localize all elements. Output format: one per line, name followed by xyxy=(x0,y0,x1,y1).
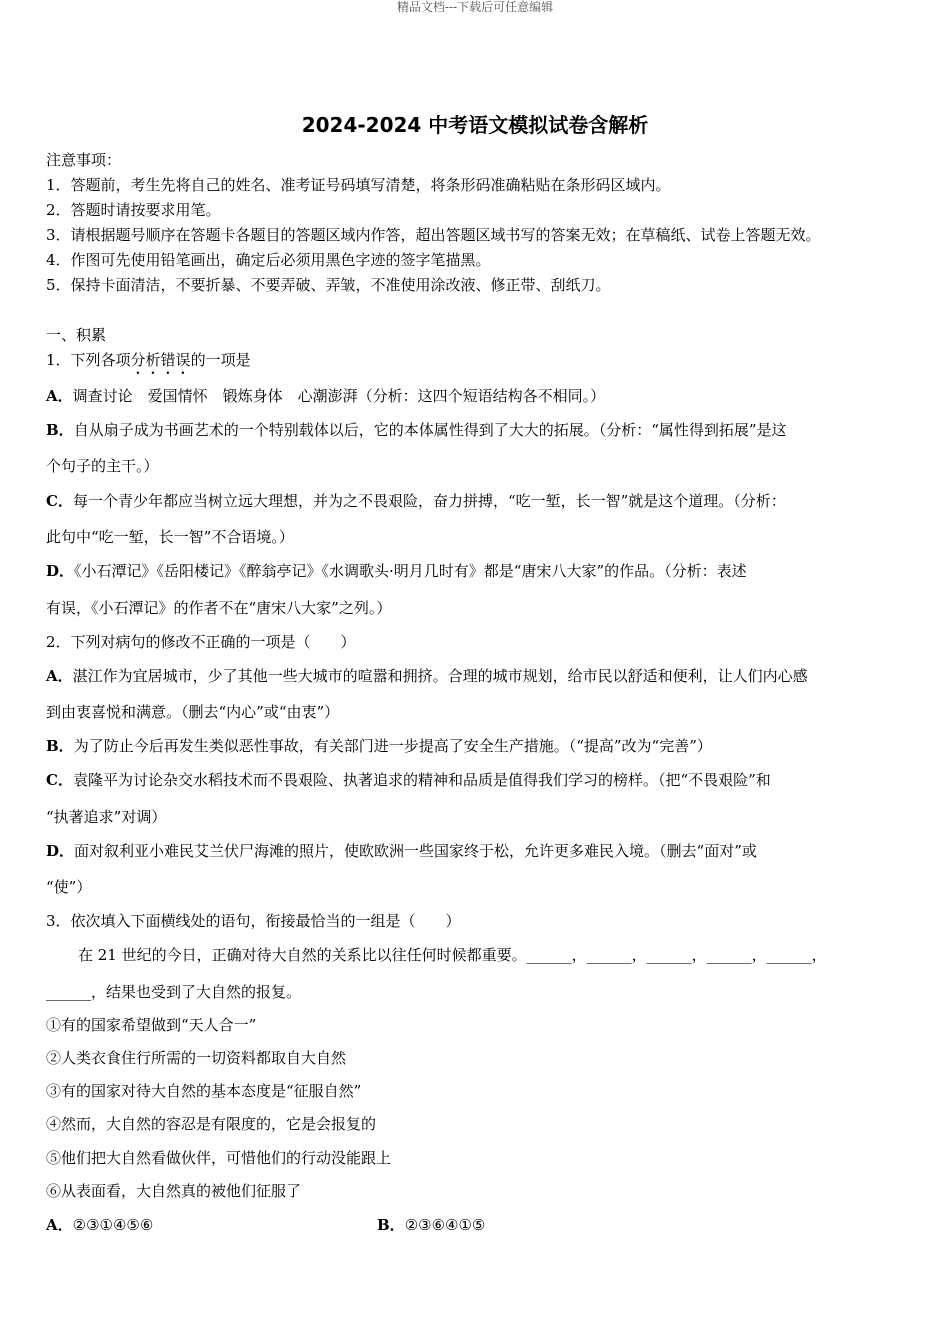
q2-stem: 2．下列对病句的修改不正确的一项是（ ） xyxy=(46,633,356,651)
q2-option-a xyxy=(46,666,808,686)
page-title: 2024-2024 中考语文模拟试卷含解析 xyxy=(301,113,649,137)
option-label: C． xyxy=(46,771,73,789)
q3-option-b xyxy=(377,1215,485,1235)
q1-stem-suffix: 的一项是 xyxy=(190,351,251,369)
q2-option-d-cont: “使”） xyxy=(46,878,92,896)
q1-stem-emphasis: 分析错误 xyxy=(130,351,191,369)
q1-option-b xyxy=(46,420,787,440)
q1-option-a xyxy=(46,386,605,406)
q1-stem-prefix: 1．下列各项 xyxy=(46,351,131,369)
q1-option-d-cont: 有误，《小石潭记》的作者不在“唐宋八大家”之列。） xyxy=(46,599,392,617)
q1-option-d xyxy=(46,561,747,581)
q3-option-a xyxy=(46,1215,153,1235)
q3-item-6: ⑥从表面看，大自然真的被他们征服了 xyxy=(46,1182,302,1200)
q3-item-2: ②人类衣食住行所需的一切资料都取自大自然 xyxy=(46,1049,347,1067)
option-label: A． xyxy=(46,1216,73,1234)
notice-item-4: 4．作图可先使用铅笔画出，确定后必须用黑色字迹的签字笔描黑。 xyxy=(46,251,491,269)
notice-item-1: 1．答题前，考生先将自己的姓名、准考证号码填写清楚，将条形码准确粘贴在条形码区域内。 xyxy=(46,176,671,194)
option-text: 《小石潭记》《岳阳楼记》《醉翁亭记》《水调歌头·明月几时有》都是“唐宋八大家”的作品。（分析：表述 xyxy=(74,562,747,580)
notice-item-2: 2．答题时请按要求用笔。 xyxy=(46,201,221,219)
option-text: 每一个青少年都应当树立远大理想，并为之不畏艰险，奋力拼搏，“吃一堑，长一智”就是这个道理。（分析： xyxy=(72,492,786,510)
q3-passage-line-1: 在 21 世纪的今日，正确对待大自然的关系比以往任何时候都重要。______，______，______，______，______， xyxy=(78,946,827,964)
q1-stem xyxy=(46,350,251,378)
q3-item-4: ④然而，大自然的容忍是有限度的，它是会报复的 xyxy=(46,1115,377,1133)
option-text: 袁隆平为讨论杂交水稻技术而不畏艰险、执著追求的精神和品质是值得我们学习的榜样。（把“不畏艰险”和 xyxy=(72,771,771,789)
q3-item-3: ③有的国家对待大自然的基本态度是“征服自然” xyxy=(46,1082,362,1100)
option-label: D． xyxy=(46,562,75,580)
option-label: A． xyxy=(46,387,73,405)
option-text: 湛江作为宜居城市，少了其他一些大城市的喧嚣和拥挤。合理的城市规划，给市民以舒适和便利，让人们内心感 xyxy=(72,667,808,685)
option-text: 自从扇子成为书画艺术的一个特别载体以后，它的本体属性得到了大大的拓展。（分析：“属性得到拓展”是这 xyxy=(73,421,787,439)
notice-item-5: 5．保持卡面清洁，不要折暴、不要弄破、弄皱，不准使用涂改液、修正带、刮纸刀。 xyxy=(46,276,611,294)
q3-passage-line-2: ______，结果也受到了大自然的报复。 xyxy=(46,983,302,1001)
option-text: 面对叙利亚小难民艾兰伏尸海滩的照片，使欧欧洲一些国家终于松，允许更多难民入境。（删去“面对”或 xyxy=(74,842,757,860)
q2-option-b xyxy=(46,736,712,756)
notice-heading: 注意事项： xyxy=(46,151,122,169)
option-text: 调查讨论 爱国情怀 锻炼身体 心潮澎湃（分析：这四个短语结构各不相同。） xyxy=(72,387,606,405)
q2-option-c xyxy=(46,770,771,790)
option-label: B． xyxy=(377,1216,405,1234)
q3-item-5: ⑤他们把大自然看做伙伴，可惜他们的行动没能跟上 xyxy=(46,1149,392,1167)
option-text: ②③①④⑤⑥ xyxy=(72,1216,154,1234)
q2-option-c-cont: “执著追求”对调） xyxy=(46,808,167,826)
q3-item-1: ①有的国家希望做到“天人合一” xyxy=(46,1016,257,1034)
q2-option-a-cont: 到由衷喜悦和满意。（删去“内心”或“由衷”） xyxy=(46,703,340,721)
option-label: B． xyxy=(46,421,74,439)
notice-item-3: 3．请根据题号顺序在答题卡各题目的答题区域内作答，超出答题区域书写的答案无效；在草稿纸、试卷上答题无效。 xyxy=(46,226,821,244)
option-text: ②③⑥④①⑤ xyxy=(404,1216,486,1234)
option-label: D． xyxy=(46,842,75,860)
option-text: 为了防止今后再发生类似恶性事故，有关部门进一步提高了安全生产措施。（“提高”改为“完善”） xyxy=(73,737,712,755)
q1-option-c xyxy=(46,491,786,511)
option-label: A． xyxy=(46,667,73,685)
option-label: C． xyxy=(46,492,73,510)
q1-option-c-cont: 此句中“吃一堑，长一智”不合语境。） xyxy=(46,528,294,546)
page-header-note: 精品文档---下载后可任意编辑 xyxy=(396,0,554,14)
q3-stem: 3．依次填入下面横线处的语句，衔接最恰当的一组是（ ） xyxy=(46,912,461,930)
section-heading: 一、积累 xyxy=(46,326,107,344)
option-label: B． xyxy=(46,737,74,755)
q2-option-d xyxy=(46,841,757,861)
q1-option-b-cont: 个句子的主干。） xyxy=(46,457,159,475)
